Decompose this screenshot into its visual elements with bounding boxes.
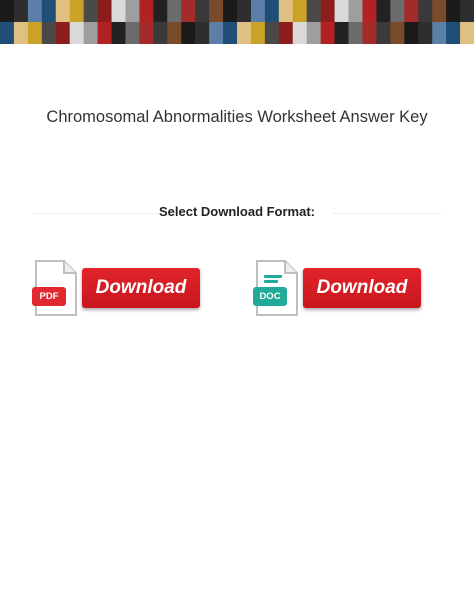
collage-tile — [349, 0, 363, 22]
collage-tile — [181, 22, 195, 44]
collage-tile — [362, 0, 376, 22]
collage-tile — [125, 0, 139, 22]
collage-tile — [321, 22, 335, 44]
doc-download-label: Download — [316, 277, 408, 298]
collage-tile — [265, 22, 279, 44]
collage-tile — [139, 22, 153, 44]
collage-tile — [195, 22, 209, 44]
collage-tile — [307, 0, 321, 22]
pdf-format-label: PDF — [32, 287, 66, 306]
collage-tile — [28, 0, 42, 22]
collage-tile — [293, 22, 307, 44]
collage-tile — [98, 22, 112, 44]
collage-tile — [446, 22, 460, 44]
doc-format-label: DOC — [253, 287, 287, 306]
collage-tile — [112, 22, 126, 44]
collage-tile — [42, 22, 56, 44]
collage-tile — [390, 0, 404, 22]
collage-tile — [0, 22, 14, 44]
collage-tile — [84, 0, 98, 22]
collage-tile — [460, 22, 474, 44]
collage-tile — [376, 0, 390, 22]
collage-tile — [293, 0, 307, 22]
collage-tile — [335, 0, 349, 22]
collage-tile — [84, 22, 98, 44]
collage-tile — [446, 0, 460, 22]
collage-tile — [98, 0, 112, 22]
collage-tile — [223, 22, 237, 44]
collage-tile — [125, 22, 139, 44]
collage-tile — [139, 0, 153, 22]
collage-tile — [28, 22, 42, 44]
collage-tile — [70, 0, 84, 22]
collage-tile — [14, 22, 28, 44]
collage-tile — [167, 22, 181, 44]
collage-tile — [209, 0, 223, 22]
collage-tile — [56, 22, 70, 44]
header-banner-collage — [0, 0, 474, 44]
collage-tile — [251, 22, 265, 44]
collage-tile — [390, 22, 404, 44]
collage-tile — [112, 0, 126, 22]
collage-tile — [56, 0, 70, 22]
collage-tile — [181, 0, 195, 22]
collage-tile — [209, 22, 223, 44]
page-title: Chromosomal Abnormalities Worksheet Answer Key — [46, 108, 428, 126]
collage-tile — [153, 22, 167, 44]
collage-tile — [251, 0, 265, 22]
collage-tile — [404, 22, 418, 44]
pdf-download-button[interactable] — [30, 258, 202, 318]
collage-tile — [42, 0, 56, 22]
collage-tile — [418, 0, 432, 22]
collage-tile — [195, 0, 209, 22]
collage-tile — [307, 22, 321, 44]
collage-tile — [167, 0, 181, 22]
collage-tile — [70, 22, 84, 44]
collage-tile — [321, 0, 335, 22]
collage-tile — [418, 22, 432, 44]
format-selector-header — [32, 203, 442, 223]
collage-tile — [223, 0, 237, 22]
collage-tile — [279, 0, 293, 22]
collage-image — [0, 0, 474, 44]
collage-tile — [432, 0, 446, 22]
collage-tile — [0, 0, 14, 22]
collage-tile — [432, 22, 446, 44]
collage-tile — [362, 22, 376, 44]
pdf-download-label: Download — [95, 277, 187, 298]
pdf-download-pill[interactable] — [82, 268, 200, 308]
collage-tile — [237, 22, 251, 44]
collage-tile — [237, 0, 251, 22]
collage-tile — [279, 22, 293, 44]
collage-tile — [14, 0, 28, 22]
collage-tile — [265, 0, 279, 22]
collage-tile — [153, 0, 167, 22]
collage-tile — [404, 0, 418, 22]
format-prompt: Select Download Format: — [158, 204, 316, 219]
collage-tile — [335, 22, 349, 44]
collage-tile — [349, 22, 363, 44]
collage-tile — [376, 22, 390, 44]
doc-download-pill[interactable] — [303, 268, 421, 308]
doc-download-button[interactable] — [251, 258, 423, 318]
collage-tile — [460, 0, 474, 22]
